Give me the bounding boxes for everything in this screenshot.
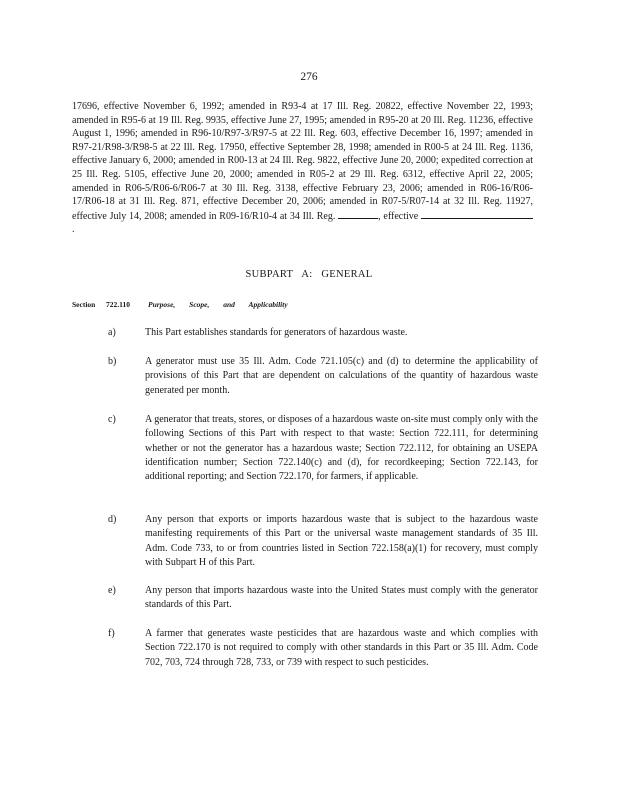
effective-label: , effective xyxy=(378,210,419,222)
history-end-period: . xyxy=(72,224,75,236)
subsection-letter: e) xyxy=(108,585,116,596)
subsection-text: A generator must use 35 Ill. Adm. Code 721.105(c) and (d) to determine the applicability of provisions of this Part that are dependent on calculations of the quantity of hazardous waste generated per month. xyxy=(145,356,538,396)
subsection-text: Any person that exports or imports hazardous waste that is subject to the hazardous waste manifesting requirements of this Part or the universal waste management standards of 35 Ill. Adm. Code 733, to or from countries listed in Section 722.158(a)(1) for recovery, must comply with Subpart H of this Part. xyxy=(145,514,538,568)
subsection-text: Any person that imports hazardous waste into the United States must comply with the generator standards of this Part. xyxy=(145,585,538,611)
section-heading xyxy=(72,300,288,309)
subsection-letter: d) xyxy=(108,514,117,525)
amendment-history xyxy=(72,100,533,237)
subsection-text: A farmer that generates waste pesticides that are hazardous waste and which complies with Section 722.170 is not required to comply with other standards in this Part or 35 Ill. Adm. Code 702, 703, 724 through 728, 733, or 739 with respect to such pesticides. xyxy=(145,628,538,668)
section-number: 722.110 xyxy=(106,300,130,309)
subpart-heading: SUBPART A: GENERAL xyxy=(245,269,373,280)
blank-line-effective-date xyxy=(421,209,533,219)
blank-line-reg-page xyxy=(338,209,378,219)
amendment-history-text: 17696, effective November 6, 1992; amended in R93-4 at 17 Ill. Reg. 20822, effective November 22, 1993; amended in R95-6 at 19 Ill. Reg. 9935, effective June 27, 1995; amended in R95-20 at 20 Ill. Reg. 11236, effective August 1, 1996; amended in R96-10/R97-3/R97-5 at 22 Ill. Reg. 603, effective December 16, 1997; amended in R97-21/R98-3/R98-5 at 22 Ill. Reg. 17950, effective September 28, 1998; amended in R00-5 at 24 Ill. Reg. 1136, effective January 6, 2000; amended in R00-13 at 24 Ill. Reg. 9822, effective June 20, 2000; expedited correction at 25 Ill. Reg. 5105, effective June 20, 2000; amended in R05-2 at 29 Ill. Reg. 6312, effective April 22, 2005; amended in R06-5/R06-6/R06-7 at 30 Ill. Reg. 3138, effective February 23, 2006; amended in R06-16/R06-17/R06-18 at 31 Ill. Reg. 871, effective December 20, 2006; amended in R07-5/R07-14 at 32 Ill. Reg. 11927, effective July 14, 2008; amended in R09-16/R10-4 at 34 Ill. Reg. xyxy=(72,101,533,222)
section-title: Purpose, Scope, and Applicability xyxy=(148,300,288,309)
subsection-text: This Part establishes standards for generators of hazardous waste. xyxy=(145,327,408,338)
subsection-text: A generator that treats, stores, or disposes of a hazardous waste on-site must comply only with the following Sections of this Part with respect to that waste: Section 722.111, for determining whether or not the generator has a hazardous waste; Section 722.112, for obtaining an USEPA identification number; Section 722.140(c) and (d), for recordkeeping; Section 722.143, for additional reporting; and Section 722.170, for farmers, if applicable. xyxy=(145,414,538,483)
subsection-letter: c) xyxy=(108,414,116,425)
page-number: 276 xyxy=(300,71,318,83)
subsection-letter: a) xyxy=(108,327,116,338)
subsection-letter: f) xyxy=(108,628,115,639)
subsection-letter: b) xyxy=(108,356,117,367)
section-label: Section xyxy=(72,300,96,309)
